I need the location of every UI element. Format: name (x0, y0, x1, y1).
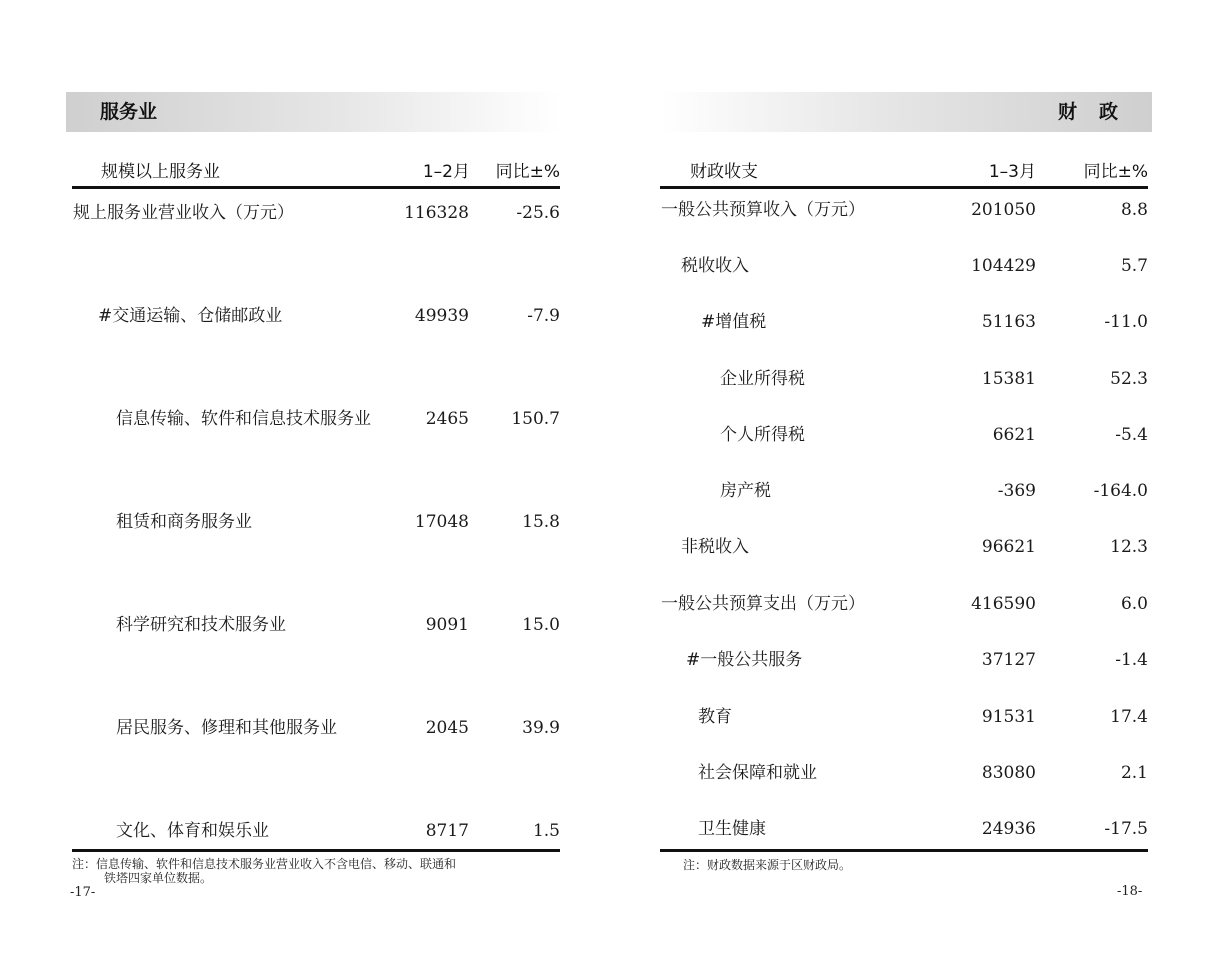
section-title: 财政 (1057, 101, 1140, 123)
row-change: 52.3 (1110, 369, 1148, 389)
footnote: 注：财政数据来源于区财政局。 (683, 858, 852, 872)
table-row (73, 819, 560, 843)
row-value: 83080 (981, 763, 1036, 783)
table-row (661, 761, 1148, 785)
row-change: -164.0 (1093, 481, 1148, 501)
table-row (73, 510, 560, 534)
row-change: -5.4 (1115, 425, 1148, 445)
row-label: #一般公共服务 (686, 650, 803, 670)
table-row (661, 535, 1148, 559)
row-value: 91531 (981, 707, 1036, 727)
table-top-rule (660, 186, 1148, 189)
section-title-band-services (66, 92, 560, 132)
row-value: 37127 (981, 650, 1036, 670)
table-row (661, 817, 1148, 841)
row-label: 科学研究和技术服务业 (116, 615, 286, 635)
row-label: 一般公共预算支出（万元） (661, 594, 865, 614)
table-row (73, 716, 560, 740)
row-value: 15381 (981, 369, 1036, 389)
row-change: 6.0 (1120, 594, 1148, 614)
row-label: 社会保障和就业 (698, 763, 817, 783)
row-change: 1.5 (532, 821, 560, 841)
row-change: -1.4 (1115, 650, 1148, 670)
table-row (661, 592, 1148, 616)
row-value: 6621 (992, 425, 1036, 445)
table-row (661, 254, 1148, 278)
row-value: 116328 (404, 203, 469, 223)
table-bottom-rule (660, 849, 1148, 852)
row-label: 卫生健康 (698, 819, 766, 839)
row-change: 15.0 (522, 615, 560, 635)
footnote (72, 857, 456, 885)
row-value: 201050 (971, 200, 1036, 220)
row-change: 5.7 (1120, 256, 1148, 276)
table-row (661, 479, 1148, 503)
row-label: #增值税 (701, 312, 767, 332)
row-value: 51163 (981, 312, 1036, 332)
row-value: 416590 (971, 594, 1036, 614)
row-label: 信息传输、软件和信息技术服务业 (116, 409, 371, 429)
table-row (73, 201, 560, 225)
row-change: 15.8 (522, 512, 560, 532)
table-top-rule (72, 186, 560, 189)
table-row (661, 367, 1148, 391)
row-value: 8717 (425, 821, 469, 841)
row-label: 个人所得税 (720, 425, 805, 445)
row-change: -11.0 (1104, 312, 1148, 332)
table-header-indicator: 财政收支 (690, 162, 758, 182)
table-row (661, 423, 1148, 447)
section-title: 服务业 (100, 101, 158, 123)
page-number: -18- (1117, 884, 1143, 899)
row-value: 2045 (425, 718, 469, 738)
row-change: 17.4 (1110, 707, 1148, 727)
row-label: 文化、体育和娱乐业 (116, 821, 269, 841)
table-row (661, 310, 1148, 334)
table-header-yoy: 同比±% (1083, 162, 1148, 182)
row-change: 150.7 (511, 409, 560, 429)
row-value: 2465 (425, 409, 469, 429)
row-change: 8.8 (1120, 200, 1148, 220)
row-label: #交通运输、仓储邮政业 (98, 306, 283, 326)
table-bottom-rule (72, 849, 560, 852)
row-change: 39.9 (522, 718, 560, 738)
row-change: 12.3 (1110, 537, 1148, 557)
table-row (661, 648, 1148, 672)
table-row (73, 407, 560, 431)
row-label: 税收收入 (681, 256, 749, 276)
footnote-line: 铁塔四家单位数据。 (104, 871, 213, 885)
table-header-indicator: 规模以上服务业 (101, 162, 220, 182)
row-label: 教育 (698, 707, 732, 727)
row-label: 企业所得税 (720, 369, 805, 389)
row-change: -7.9 (527, 306, 560, 326)
row-label: 居民服务、修理和其他服务业 (116, 718, 337, 738)
page-number: -17- (70, 885, 96, 900)
section-title-band-finance (660, 92, 1152, 132)
row-value: 9091 (425, 615, 469, 635)
row-change: 2.1 (1120, 763, 1148, 783)
row-label: 非税收入 (681, 537, 749, 557)
row-label: 规上服务业营业收入（万元） (73, 203, 294, 223)
row-value: 104429 (971, 256, 1036, 276)
row-value: 17048 (414, 512, 469, 532)
row-value: -369 (997, 481, 1036, 501)
row-change: -25.6 (516, 203, 560, 223)
footnote-line: 注：信息传输、软件和信息技术服务业营业收入不含电信、移动、联通和 (72, 857, 457, 871)
row-label: 一般公共预算收入（万元） (661, 200, 865, 220)
table-header-period: 1–2月 (422, 162, 470, 182)
row-change: -17.5 (1104, 819, 1148, 839)
row-value: 24936 (981, 819, 1036, 839)
table-row (73, 304, 560, 328)
row-value: 96621 (981, 537, 1036, 557)
table-row (661, 198, 1148, 222)
table-row (73, 613, 560, 637)
row-label: 房产税 (720, 481, 771, 501)
table-row (661, 705, 1148, 729)
row-label: 租赁和商务服务业 (116, 512, 252, 532)
row-value: 49939 (414, 306, 469, 326)
table-header-yoy: 同比±% (495, 162, 560, 182)
table-header-period: 1–3月 (988, 162, 1036, 182)
